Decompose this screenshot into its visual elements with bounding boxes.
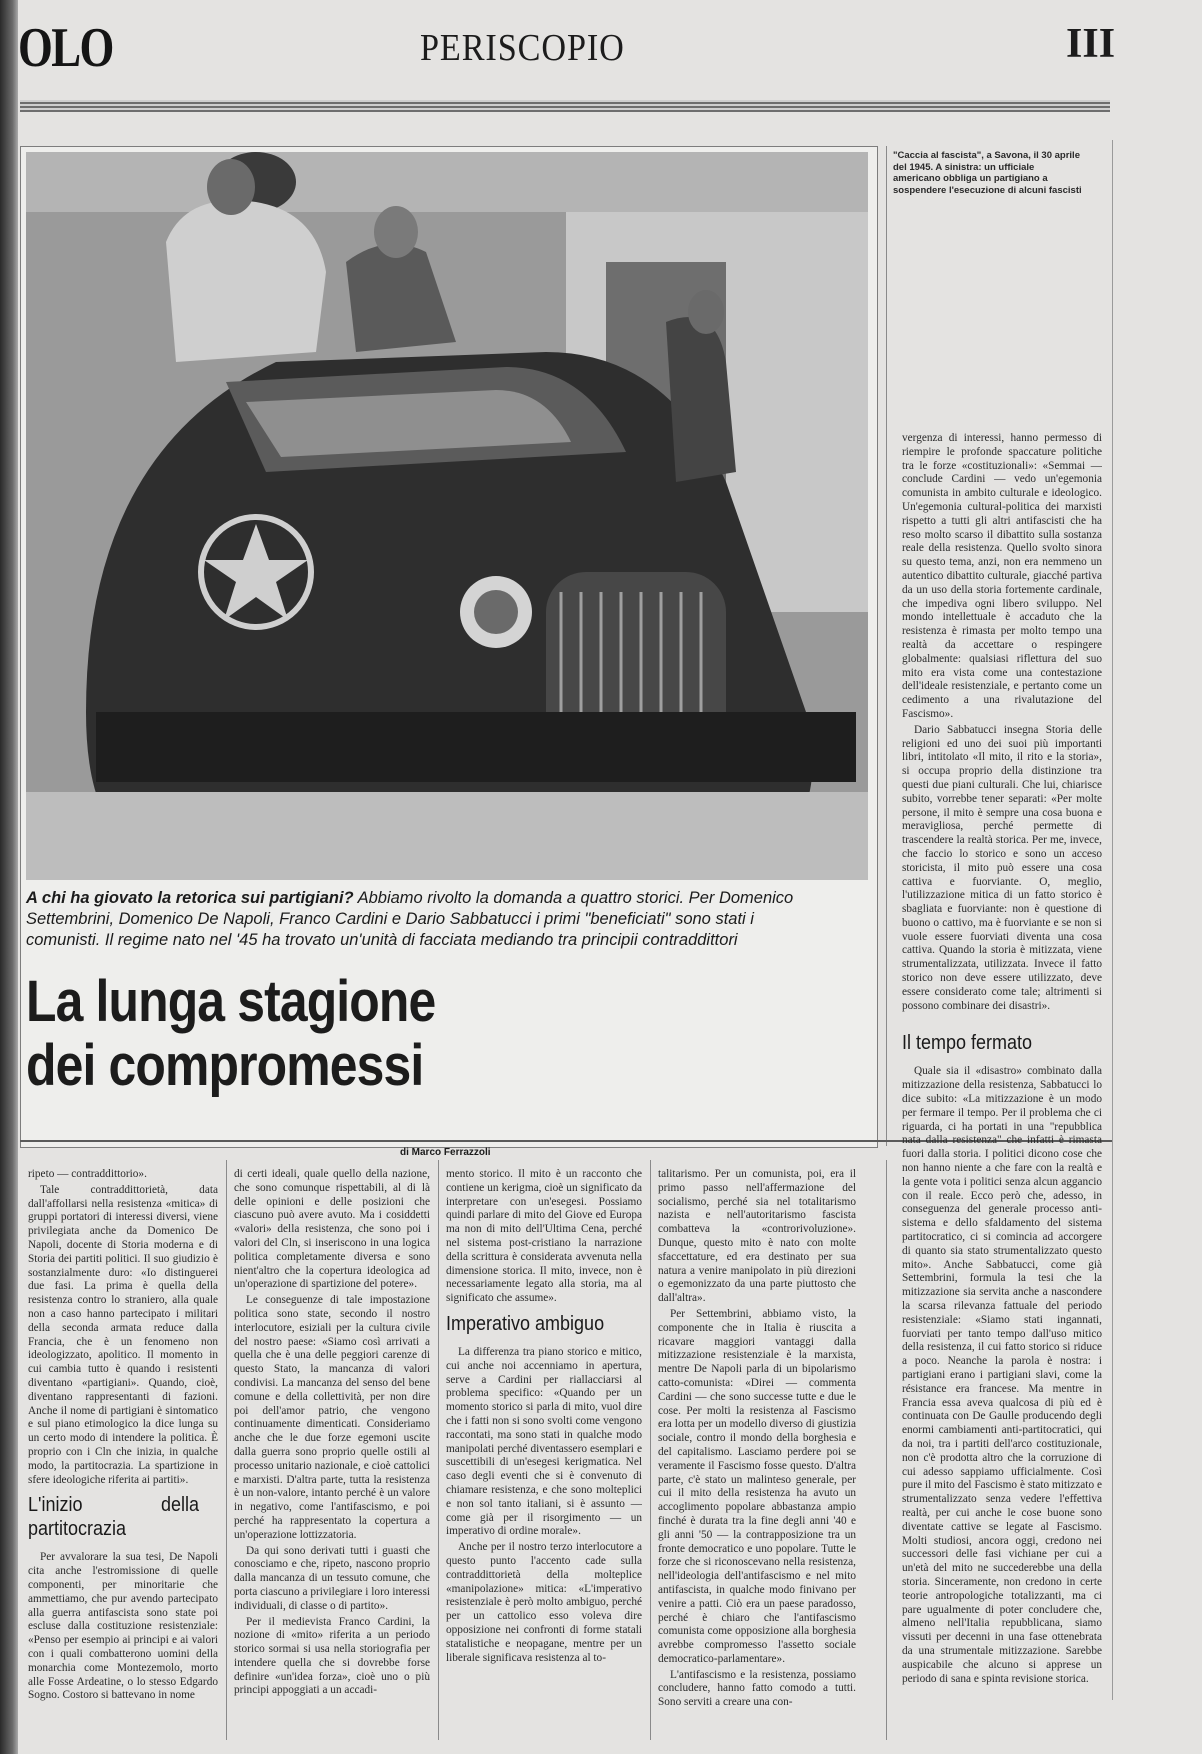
side-divider <box>886 146 887 1146</box>
masthead-logo: OLO <box>18 17 113 79</box>
text-column-5 <box>902 432 1102 1740</box>
paragraph: Quale sia il «disastro» combinato dalla mitizzazione della resistenza, Sabbatucci lo dice subito: «La mitizzazione è un modo per fermare il tempo. Per il problema che ci riguarda, ci ha portati in una "repubblica nata dalla resistenza" che infatti è rimasta fuori dalla storia. I politici dicono cose che non hanno niente a che fare con la realtà e la gente vota i politici senza alcun aggancio con il reale. Ecco però che, adesso, in conseguenza del generale processo anti-sistema e dello sfaldamento del sistema partitocratico, ci si comincia ad accorgere di quanto sia stato strumentalizzato questo mito». Anche Sabbatucci, come già Settembrini, formula la tesi che la mitizzazione sia servita anche a nascondere la scarsa rilevanza fattuale del periodo resistenziale: «Siamo stati ingannati, fuorviati per tanto tempo dall'uso mitico della resistenza, il cui fatto storico si riduce a poco. Neanche la parola è nostra: i partigiani erano i partigiani slavi, come la résistance era francese. Ma mentre in Francia essa aveva qualcosa di più ed è continuata con De Gaulle producendo degli enormi cambiamenti anti-partitocratici, qui da noi, tra i partiti dell'arco costituzionale, non c'è prodotta altro che la corruzione di cui adesso sappiamo ufficialmente. Così pure il mito del Fascismo è stato mitizzato e strumentalizzato senza vedere l'effettiva realtà, per cui anche le cose buone sono diventate cattive se legate al Fascismo. Molti studiosi, ancora oggi, credono nei successori delle fasi vichiane per cui a un'età del mito ne succederebbe una della storia. Sinceramente, non credono in certe teorie antropologiche totalizzanti, ma ci pare ugualmente di poter concludere che, almeno nell'Italia repubblicana, siamo vissuti per decenni in una fase ottenebrata da una strumentale mitizzazione. Sarebbe auspicabile che alcuno si apprese un periodo di sana e spinta revisione storica. <box>902 1065 1102 1685</box>
paragraph: Per il medievista Franco Cardini, la nozione di «mito» riferita a un periodo storico sormai si usa nella storiografia per intendere quella che si dovrebbe forse definire «un'idea forza», cioè uno o più principi appoggiati a un accadi- <box>234 1615 430 1697</box>
paragraph: talitarismo. Per un comunista, poi, era il primo passo nell'affermazione del socialismo, perché sia nel totalitarismo nazista e nell'autoritarismo fascista combatteva la «controrivoluzione». Dunque, questo mito è nato con molte sfaccettature, ed era destinato per sua natura a venire manipolato in più direzioni o egemonizzato da una parte piuttosto che dall'altra». <box>658 1168 856 1305</box>
column-rule <box>438 1160 439 1740</box>
paragraph: vergenza di interessi, hanno permesso di riempire le profonde spaccature politiche tra le forze «costituzionali»: «Semmai — conclude Cardini — vedo un'egemonia comunista in ambito culturale e ideologico. Un'egemonia cultural-politica dei marxisti rispetto a tutti gli altri antifascisti che ha reso molto scarso il dibattito sulla sostanza reale della resistenza. Quello svolto sinora su questo tema, anzi, non era nemmeno un autentico dibattito culturale, giacché partiva da un uso della storia fortemente cardinale, che impediva ogni libero sviluppo. Nel mondo intellettuale è accaduto che la resistenza è rimasta per molto tempo una realtà da accettare o respingere globalmente: qualsiasi riflettura del suo mito era vista come una contestazione dell'ideale resistenziale, e pertanto come un cedimento a una rivalutazione del Fascismo». <box>902 432 1102 720</box>
headline-line-2: dei compromessi <box>26 1033 424 1098</box>
subhead-partitocrazia: L'inizio della partitocrazia <box>28 1494 199 1541</box>
column-rule <box>650 1160 651 1740</box>
byline: di Marco Ferrazzoli <box>400 1147 491 1158</box>
right-edge-rule <box>1112 140 1113 1700</box>
photo-illustration <box>26 152 868 880</box>
header-rule <box>20 100 1110 112</box>
page-binding-shadow <box>0 0 18 1754</box>
text-column-3 <box>446 1168 642 1740</box>
paragraph: Le conseguenze di tale impostazione politica sono state, secondo il nostro interlocutore, esiziali per la cultura civile del nostro paese: «Siamo così arrivati a quella che è una delle peggiori carenze di questo Stato, la mancanza di valori condivisi. La mancanza del senso del bene comune e della collettività, per non dire poi dell'amor patrio, che vengono continuamente dimenticati. Consideriamo anche che le due forze egemoni uscite dalla guerra sono proprio quelle ostili al processo unitario nazionale, e cioè cattolici e marxisti. D'altra parte, tutta la resistenza è un non-valore, intanto perché è un valore in negativo, come l'antifascismo, e poi perché ha rappresentato la copertura a un'operazione lottizzatoria. <box>234 1294 430 1541</box>
text-column-2 <box>234 1168 430 1740</box>
page-number: III <box>1066 21 1116 67</box>
section-title: PERISCOPIO <box>420 27 625 69</box>
paragraph: ripeto — contraddittorio». <box>28 1168 147 1180</box>
paragraph: mento storico. Il mito è un racconto che contiene un kerigma, cioè un significato da interpretare con un'esegesi. Possiamo quindi parlare di mito del Giove ed Europa ma non di mito dell'Ultima Cena, perché nel sistema post-cristiano la narrazione della scrittura è considerata avvenuta nella dimensione storica. Il mito, invece, non è necessariamente legato alla storia, ma al significato che assume». <box>446 1168 642 1305</box>
text-column-1 <box>28 1168 218 1740</box>
subhead-tempo-fermato: Il tempo fermato <box>902 1032 1033 1055</box>
article-photo <box>26 152 868 880</box>
paragraph: Per Settembrini, abbiamo visto, la componente che in Italia è riuscita a ricavare maggiori vantaggi dalla mitizzazione resistenziale è la marxista, mentre De Napoli parla di un bipolarismo catto-comunista: «Direi — commenta Cardini — che sono successe tutte e due le cose. Per molti la resistenza al Fascismo era lotta per un modello diverso di giustizia sociale, contro il mondo della borghesia e del capitalismo. Lasciamo perdere poi se veramente il Fascismo fosse questo. D'altra parte, c'è stato un malinteso generale, per cui il mito della resistenza ha avuto un accoglimento popolare abbastanza ampio finché è durata tra la fine degli anni '40 e gli anni '50 — la contrapposizione tra un fronte democratico e uno popolare. Tutte le forze che si riconoscevano nella resistenza, nell'ideologia dell'antifascismo e nel mito antifascista, in qualche modo finivano per venire a patti. Ciò era un paese paradosso, perché è chiaro che l'antifascismo comunista come opposizione alla borghesia avrebbe compromesso l'assetto sociale democratico-parlamentare». <box>658 1307 856 1665</box>
caption-text: Abbiamo rivolto la domanda a quattro storici. Per Domenico Settembrini, Domenico De Napoli, Franco Cardini e Dario Sabbatucci i primi "beneficiati" sono stati i comunisti. Il regime nato nel '45 ha trovato un'unità di facciata mediando tra principii contraddittori <box>26 889 794 949</box>
paragraph: La differenza tra piano storico e mitico, cui anche noi accenniamo in apertura, serve a Cardini per riallacciarsi al problema specifico: «Quando per un momento storico si parla di mito, vuol dire che i fatti non si sono svolti come vengono raccontati, ma sono stati in qualche modo manipolati perché diventassero esemplari e suscettibili di un'esegesi kerigmatica. Nel caso degli eventi che si è convenuto di chiamare resistenza, e che sono molteplici e non sol tanto italiani, si è assunto — come già per il risorgimento — un imperativo di ordine morale». <box>446 1345 642 1538</box>
paragraph: di certi ideali, quale quello della nazione, che sono comunque rispettabili, al di là delle opinioni e delle posizioni che ciascuno può avere avuto. Ma i cosiddetti «valori» della resistenza, che sono poi i valori del Cln, si inseriscono in una logica politica completamente diversa e sono nient'altro che la copertura ideologica ad un'operazione di spartizione del potere». <box>234 1168 430 1291</box>
paragraph: Tale contraddittorietà, data dall'affollarsi nella resistenza «mitica» di gruppi portatori di interessi diversi, viene privilegiata anche da Domenico De Napoli, docente di Storia moderna e di Storia dei partiti politici. Il suo giudizio è sostanzialmente duro: «Io distinguerei due fasi. La prima è quella della resistenza contro lo straniero, alla quale non a caso hanno partecipato i militari della seconda armata reduce dalla Francia, che è un fenomeno non ideologizzato, apolitico. Il momento in cui cambia tutto è quando i resistenti diventano «partigiani». Quando, cioè, diventano rappresentanti di fazioni. Anche il nome di partigiani è sintomatico e sul piano etimologico la dice lunga su un certo modo di intendere la politica. È proprio con i Cln che inizia, in qualche modo, la partitocrazia. La spartizione in sfere ideologiche riferita ai partiti». <box>28 1183 218 1486</box>
paragraph: Anche per il nostro terzo interlocutore a questo punto l'accento cade sulla contraddittorietà della molteplice «manipolazione» mitica: «L'imperativo resistenziale è però molto ambiguo, perché per un cattolico esso voleva dire opposizione nei confronti di forme statali statalistiche e neopagane, mentre per un liberale significava resistenza al to- <box>446 1541 642 1664</box>
column-rule <box>886 1160 887 1740</box>
paragraph: Dario Sabbatucci insegna Storia delle religioni ed uno dei suoi più importanti libri, intitolato «Il mito, il rito e la storia», si occupa proprio della distinzione tra questi due piani culturali. Che lui, chiarisce subito, vorrebbe tener separati: «Per molte persone, il mito è sempre una cosa buona e meravigliosa, perché permette di trascendere la realtà storica. Per me, invece, che faccio lo storico e sono un acceso storicista, il mito può essere una cosa cattiva e fuorviante. O, meglio, l'utilizzazione mitica di un fatto storico è sbagliata e fuorviante: non è questione di buono o cattivo, ma è fuorviante e se non si vuole essere fuorviati diventa una cosa cattiva. Quando la storia è mitizzata, viene strumentalizzata, utilizzata. Invece il fatto storico non deve essere utilizzato, deve essere considerato come tale; altrimenti si possono combinare dei disastri». <box>902 723 1102 1012</box>
side-photo-caption: "Caccia al fascista", a Savona, il 30 aprile del 1945. A sinistra: un ufficiale americano obbliga un partigiano a sospendere l'esecuzione di alcuni fascisti <box>893 150 1082 196</box>
column-rule <box>226 1160 227 1740</box>
subhead-imperativo: Imperativo ambiguo <box>446 1312 605 1335</box>
caption-lead: A chi ha giovato la retorica sui partigiani? <box>26 889 354 907</box>
paragraph: Da qui sono derivati tutti i guasti che conosciamo e che, ripeto, nascono proprio dalla mancanza di un tessuto comune, che porta ciascuno a privilegiare i loro interessi individuali, di classe o di partito». <box>234 1544 430 1612</box>
headline <box>26 970 508 1098</box>
headline-line-1: La lunga stagione <box>26 969 436 1034</box>
photo-caption <box>26 888 806 951</box>
paragraph: Per avvalorare la sua tesi, De Napoli cita anche l'estromissione di quelle componenti, per minoritarie che ammettiamo, che pur avendo partecipato alla guerra antifascista sono state poi escluse dalla costituzione resistenziale: «Penso per esempio ai principi e ai valori con i quali combatterono uomini della monarchia come Montezemolo, morto alle Fosse Ardeatine, o lo stesso Edgardo Sogno. Costoro si battevano in nome <box>28 1551 218 1702</box>
text-column-4 <box>658 1168 856 1740</box>
paragraph: L'antifascismo e la resistenza, possiamo concludere, hanno fatto comodo a tutti. Sono serviti a creare una con- <box>658 1668 856 1709</box>
